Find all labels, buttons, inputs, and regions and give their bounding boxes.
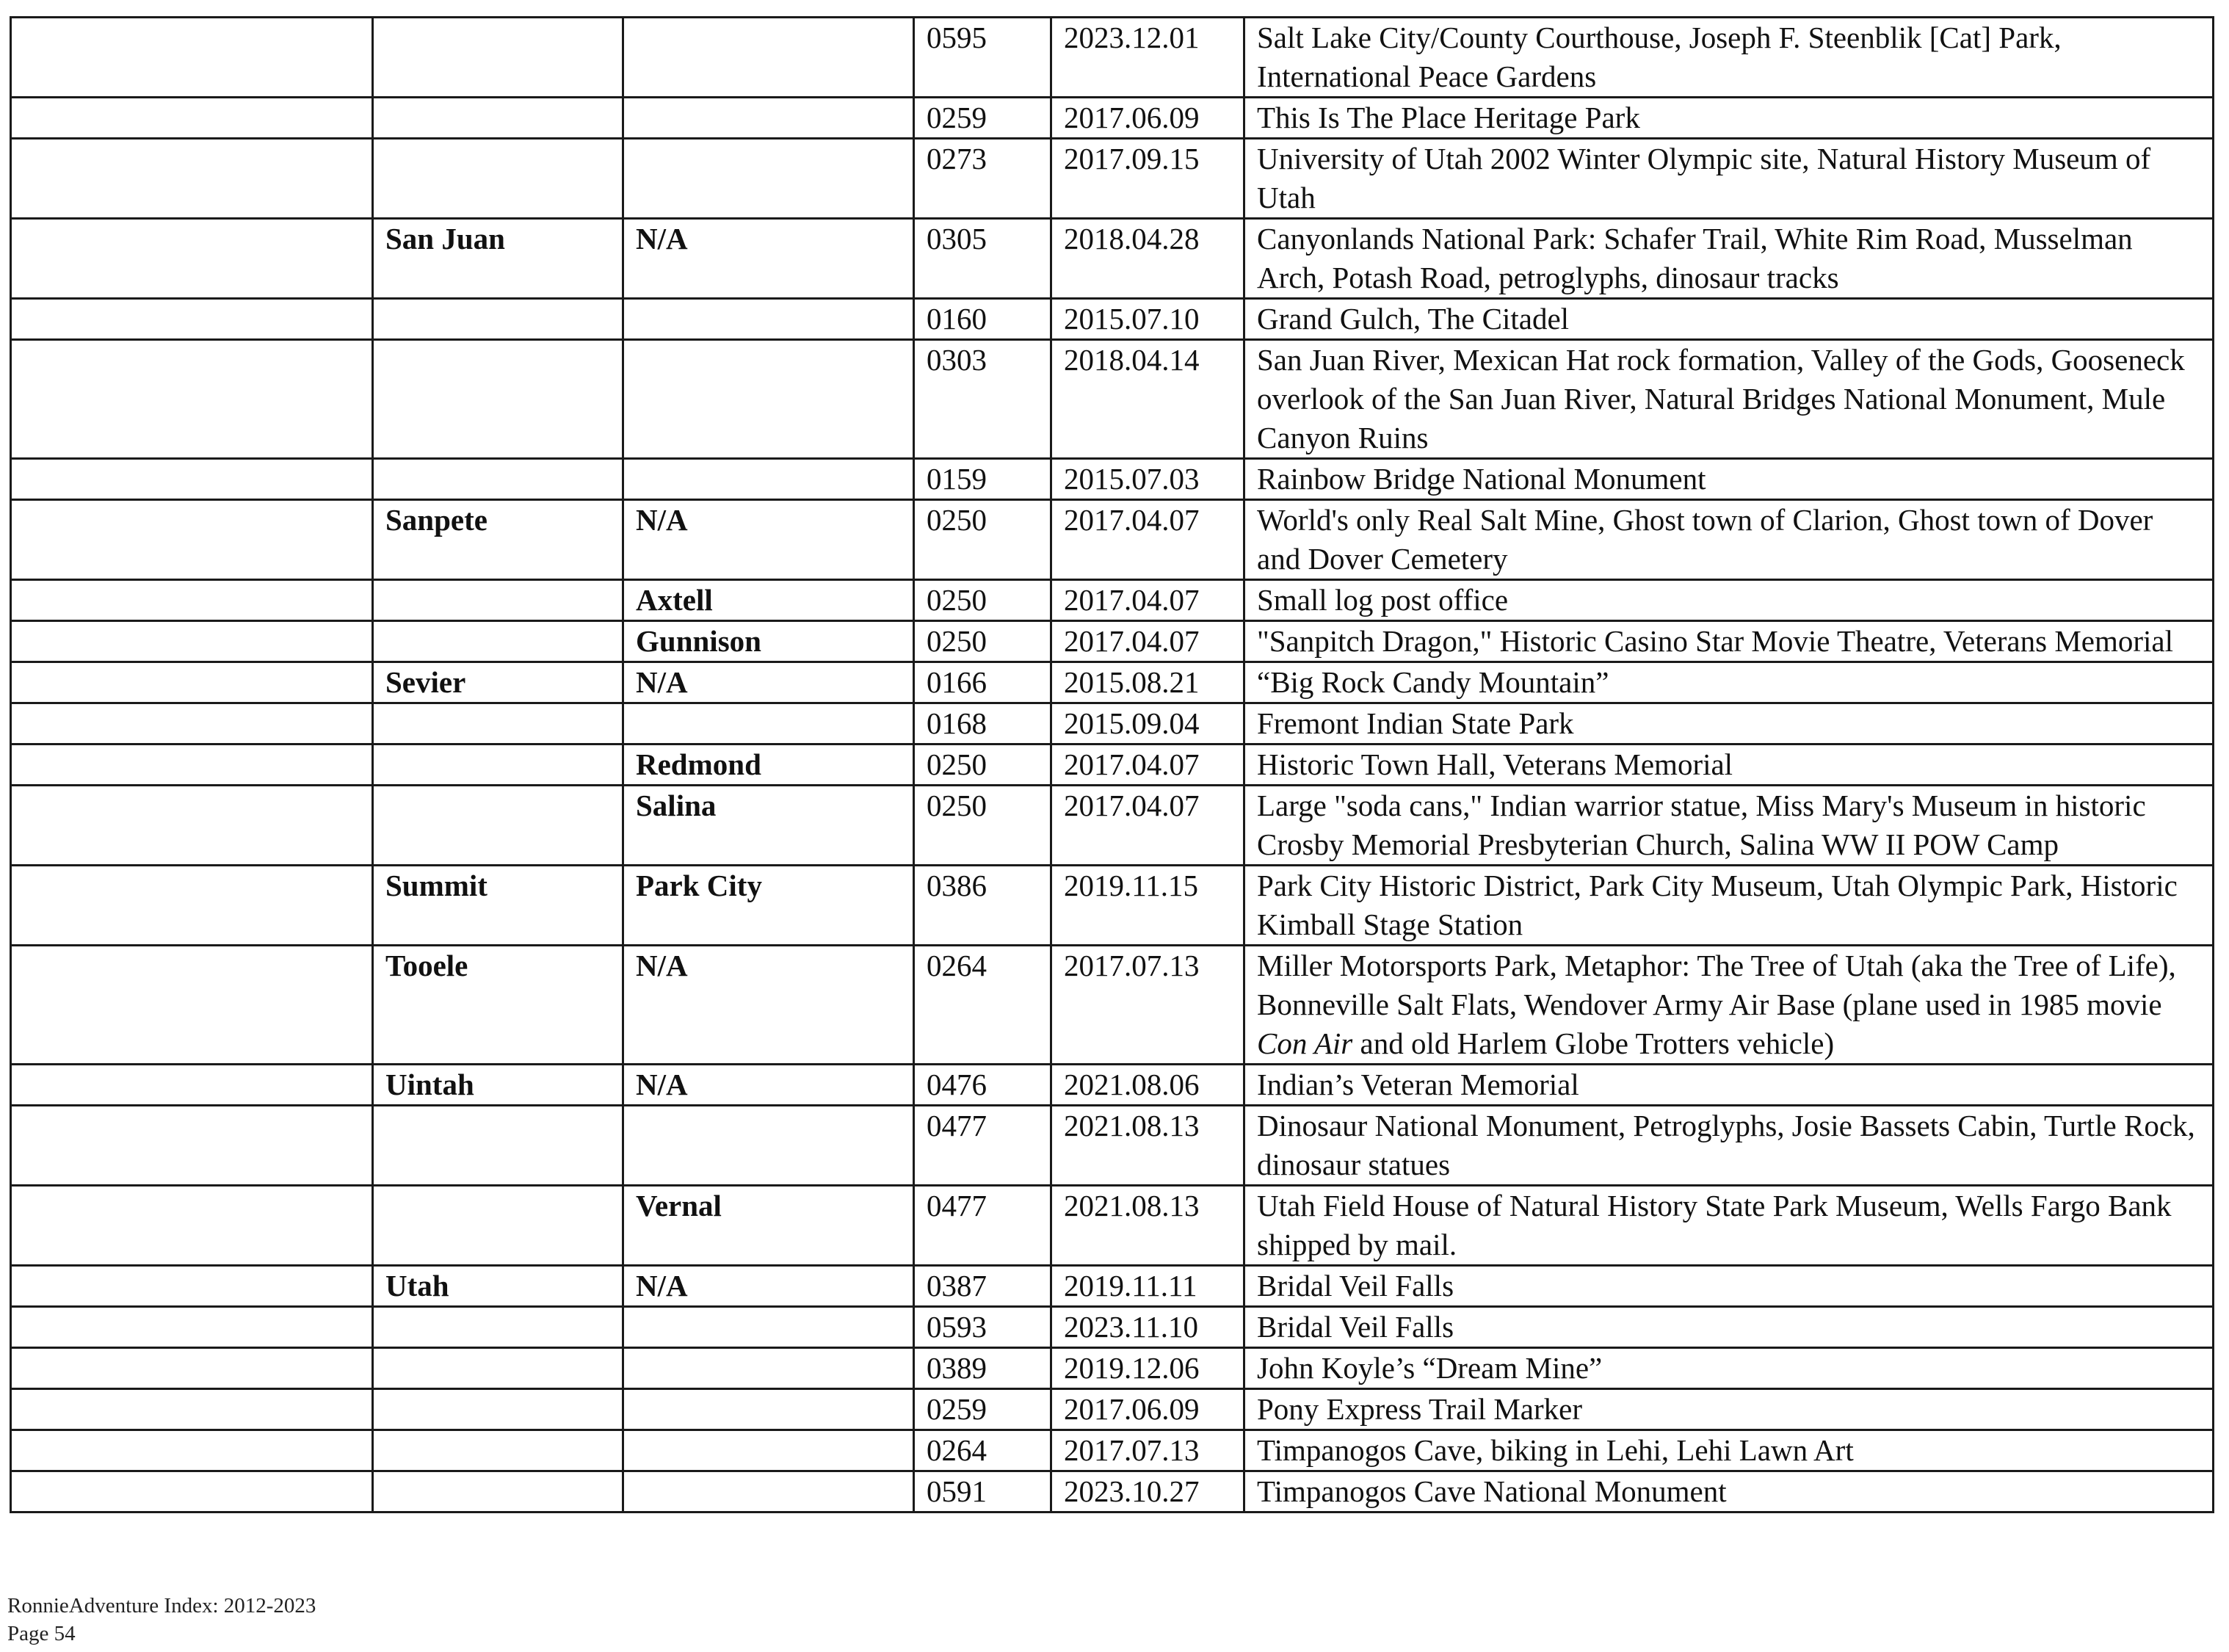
county-cell (373, 786, 623, 866)
description-cell: Utah Field House of Natural History State Park Museum, Wells Fargo Bank shipped by mail. (1244, 1186, 2214, 1266)
issue-number-cell: 0595 (914, 18, 1051, 98)
county-cell (373, 745, 623, 786)
region-cell (11, 219, 373, 299)
description-cell: San Juan River, Mexican Hat rock formation, Valley of the Gods, Gooseneck overlook of the San Juan River, Natural Bridges National Monument, Mule Canyon Ruins (1244, 340, 2214, 459)
table-row (11, 1307, 2214, 1348)
table-row (11, 18, 2214, 98)
city-cell (623, 459, 914, 500)
table-row (11, 745, 2214, 786)
date-cell: 2015.09.04 (1051, 703, 1244, 745)
date-cell: 2015.08.21 (1051, 662, 1244, 703)
table-row (11, 139, 2214, 219)
city-cell (623, 1430, 914, 1471)
description-cell: University of Utah 2002 Winter Olympic site, Natural History Museum of Utah (1244, 139, 2214, 219)
table-row (11, 1471, 2214, 1512)
issue-number-cell: 0305 (914, 219, 1051, 299)
description-cell: Grand Gulch, The Citadel (1244, 299, 2214, 340)
description-cell: John Koyle’s “Dream Mine” (1244, 1348, 2214, 1389)
region-cell (11, 1430, 373, 1471)
county-cell: Uintah (373, 1065, 623, 1106)
issue-number-cell: 0159 (914, 459, 1051, 500)
date-cell: 2021.08.13 (1051, 1106, 1244, 1186)
date-cell: 2017.04.07 (1051, 500, 1244, 580)
table-row (11, 621, 2214, 662)
description-cell: World's only Real Salt Mine, Ghost town of Clarion, Ghost town of Dover and Dover Cemetery (1244, 500, 2214, 580)
table-row (11, 580, 2214, 621)
table-row (11, 299, 2214, 340)
region-cell (11, 299, 373, 340)
description-cell: Timpanogos Cave National Monument (1244, 1471, 2214, 1512)
issue-number-cell: 0166 (914, 662, 1051, 703)
issue-number-cell: 0386 (914, 866, 1051, 946)
city-cell: N/A (623, 500, 914, 580)
issue-number-cell: 0476 (914, 1065, 1051, 1106)
city-cell (623, 1307, 914, 1348)
table-row (11, 946, 2214, 1065)
date-cell: 2021.08.06 (1051, 1065, 1244, 1106)
city-cell: N/A (623, 219, 914, 299)
county-cell (373, 703, 623, 745)
issue-number-cell: 0303 (914, 340, 1051, 459)
table-row (11, 1430, 2214, 1471)
description-cell: “Big Rock Candy Mountain” (1244, 662, 2214, 703)
region-cell (11, 340, 373, 459)
city-cell (623, 1348, 914, 1389)
city-cell (623, 18, 914, 98)
date-cell: 2023.12.01 (1051, 18, 1244, 98)
city-cell: Redmond (623, 745, 914, 786)
region-cell (11, 946, 373, 1065)
county-cell: Sevier (373, 662, 623, 703)
description-cell: Miller Motorsports Park, Metaphor: The Tree of Utah (aka the Tree of Life), Bonneville Salt Flats, Wendover Army Air Base (plane used in 1985 movie Con Air and old Harlem Globe Trotters vehicle) (1244, 946, 2214, 1065)
region-cell (11, 139, 373, 219)
region-cell (11, 459, 373, 500)
description-cell: "Sanpitch Dragon," Historic Casino Star Movie Theatre, Veterans Memorial (1244, 621, 2214, 662)
date-cell: 2017.04.07 (1051, 621, 1244, 662)
region-cell (11, 786, 373, 866)
description-cell: Bridal Veil Falls (1244, 1266, 2214, 1307)
table-row (11, 1065, 2214, 1106)
issue-number-cell: 0273 (914, 139, 1051, 219)
issue-number-cell: 0168 (914, 703, 1051, 745)
county-cell (373, 139, 623, 219)
page-footer (7, 1592, 316, 1648)
footer-title: RonnieAdventure Index: 2012-2023 (7, 1594, 316, 1617)
issue-number-cell: 0259 (914, 98, 1051, 139)
county-cell (373, 1307, 623, 1348)
table-row (11, 1389, 2214, 1430)
date-cell: 2017.06.09 (1051, 98, 1244, 139)
date-cell: 2023.11.10 (1051, 1307, 1244, 1348)
county-cell: Utah (373, 1266, 623, 1307)
city-cell: Gunnison (623, 621, 914, 662)
table-row (11, 459, 2214, 500)
description-cell: Indian’s Veteran Memorial (1244, 1065, 2214, 1106)
issue-number-cell: 0389 (914, 1348, 1051, 1389)
description-cell: This Is The Place Heritage Park (1244, 98, 2214, 139)
city-cell (623, 1106, 914, 1186)
issue-number-cell: 0264 (914, 1430, 1051, 1471)
issue-number-cell: 0591 (914, 1471, 1051, 1512)
city-cell (623, 299, 914, 340)
region-cell (11, 1106, 373, 1186)
region-cell (11, 621, 373, 662)
issue-number-cell: 0250 (914, 745, 1051, 786)
county-cell (373, 340, 623, 459)
issue-number-cell: 0250 (914, 500, 1051, 580)
description-cell: Fremont Indian State Park (1244, 703, 2214, 745)
date-cell: 2019.12.06 (1051, 1348, 1244, 1389)
region-cell (11, 98, 373, 139)
date-cell: 2017.04.07 (1051, 745, 1244, 786)
description-cell: Park City Historic District, Park City Museum, Utah Olympic Park, Historic Kimball Stage Station (1244, 866, 2214, 946)
region-cell (11, 703, 373, 745)
city-cell: Park City (623, 866, 914, 946)
city-cell: Salina (623, 786, 914, 866)
date-cell: 2018.04.14 (1051, 340, 1244, 459)
description-cell: Rainbow Bridge National Monument (1244, 459, 2214, 500)
county-cell (373, 621, 623, 662)
city-cell (623, 1389, 914, 1430)
description-cell: Historic Town Hall, Veterans Memorial (1244, 745, 2214, 786)
city-cell: N/A (623, 1065, 914, 1106)
issue-number-cell: 0250 (914, 786, 1051, 866)
county-cell (373, 98, 623, 139)
county-cell (373, 580, 623, 621)
county-cell (373, 459, 623, 500)
date-cell: 2015.07.10 (1051, 299, 1244, 340)
region-cell (11, 745, 373, 786)
table-row (11, 340, 2214, 459)
city-cell: N/A (623, 946, 914, 1065)
issue-number-cell: 0593 (914, 1307, 1051, 1348)
county-cell: Sanpete (373, 500, 623, 580)
city-cell (623, 98, 914, 139)
issue-number-cell: 0477 (914, 1186, 1051, 1266)
table-row (11, 1186, 2214, 1266)
page-number: Page 54 (7, 1622, 76, 1645)
description-cell: Timpanogos Cave, biking in Lehi, Lehi Lawn Art (1244, 1430, 2214, 1471)
date-cell: 2021.08.13 (1051, 1186, 1244, 1266)
date-cell: 2017.04.07 (1051, 580, 1244, 621)
date-cell: 2017.04.07 (1051, 786, 1244, 866)
region-cell (11, 1389, 373, 1430)
date-cell: 2023.10.27 (1051, 1471, 1244, 1512)
city-cell (623, 139, 914, 219)
county-cell (373, 1106, 623, 1186)
county-cell (373, 1471, 623, 1512)
region-cell (11, 1186, 373, 1266)
table-row (11, 1106, 2214, 1186)
date-cell: 2015.07.03 (1051, 459, 1244, 500)
region-cell (11, 580, 373, 621)
region-cell (11, 1266, 373, 1307)
issue-number-cell: 0250 (914, 580, 1051, 621)
region-cell (11, 18, 373, 98)
description-cell: Bridal Veil Falls (1244, 1307, 2214, 1348)
county-cell (373, 18, 623, 98)
table-row (11, 219, 2214, 299)
date-cell: 2017.07.13 (1051, 946, 1244, 1065)
county-cell: Tooele (373, 946, 623, 1065)
date-cell: 2017.07.13 (1051, 1430, 1244, 1471)
date-cell: 2017.09.15 (1051, 139, 1244, 219)
county-cell (373, 1348, 623, 1389)
table-row (11, 662, 2214, 703)
description-cell: Pony Express Trail Marker (1244, 1389, 2214, 1430)
region-cell (11, 1471, 373, 1512)
issue-number-cell: 0259 (914, 1389, 1051, 1430)
city-cell: Vernal (623, 1186, 914, 1266)
table-row (11, 786, 2214, 866)
county-cell (373, 1430, 623, 1471)
date-cell: 2019.11.11 (1051, 1266, 1244, 1307)
region-cell (11, 866, 373, 946)
issue-number-cell: 0477 (914, 1106, 1051, 1186)
city-cell: Axtell (623, 580, 914, 621)
description-cell: Dinosaur National Monument, Petroglyphs, Josie Bassets Cabin, Turtle Rock, dinosaur statues (1244, 1106, 2214, 1186)
county-cell (373, 299, 623, 340)
county-cell: Summit (373, 866, 623, 946)
date-cell: 2018.04.28 (1051, 219, 1244, 299)
region-cell (11, 662, 373, 703)
city-cell: N/A (623, 1266, 914, 1307)
table-row (11, 703, 2214, 745)
description-cell: Canyonlands National Park: Schafer Trail, White Rim Road, Musselman Arch, Potash Road, petroglyphs, dinosaur tracks (1244, 219, 2214, 299)
city-cell (623, 340, 914, 459)
issue-number-cell: 0264 (914, 946, 1051, 1065)
table-row (11, 98, 2214, 139)
region-cell (11, 1065, 373, 1106)
county-cell (373, 1186, 623, 1266)
county-cell (373, 1389, 623, 1430)
issue-number-cell: 0387 (914, 1266, 1051, 1307)
county-cell: San Juan (373, 219, 623, 299)
index-table-body (11, 18, 2214, 1512)
description-cell: Small log post office (1244, 580, 2214, 621)
issue-number-cell: 0160 (914, 299, 1051, 340)
table-row (11, 866, 2214, 946)
city-cell: N/A (623, 662, 914, 703)
table-row (11, 500, 2214, 580)
region-cell (11, 500, 373, 580)
description-cell: Large "soda cans," Indian warrior statue, Miss Mary's Museum in historic Crosby Memorial Presbyterian Church, Salina WW II POW Camp (1244, 786, 2214, 866)
city-cell (623, 1471, 914, 1512)
region-cell (11, 1307, 373, 1348)
city-cell (623, 703, 914, 745)
index-table (10, 16, 2214, 1513)
table-row (11, 1348, 2214, 1389)
date-cell: 2019.11.15 (1051, 866, 1244, 946)
issue-number-cell: 0250 (914, 621, 1051, 662)
region-cell (11, 1348, 373, 1389)
description-cell: Salt Lake City/County Courthouse, Joseph F. Steenblik [Cat] Park, International Peace Gardens (1244, 18, 2214, 98)
date-cell: 2017.06.09 (1051, 1389, 1244, 1430)
table-row (11, 1266, 2214, 1307)
